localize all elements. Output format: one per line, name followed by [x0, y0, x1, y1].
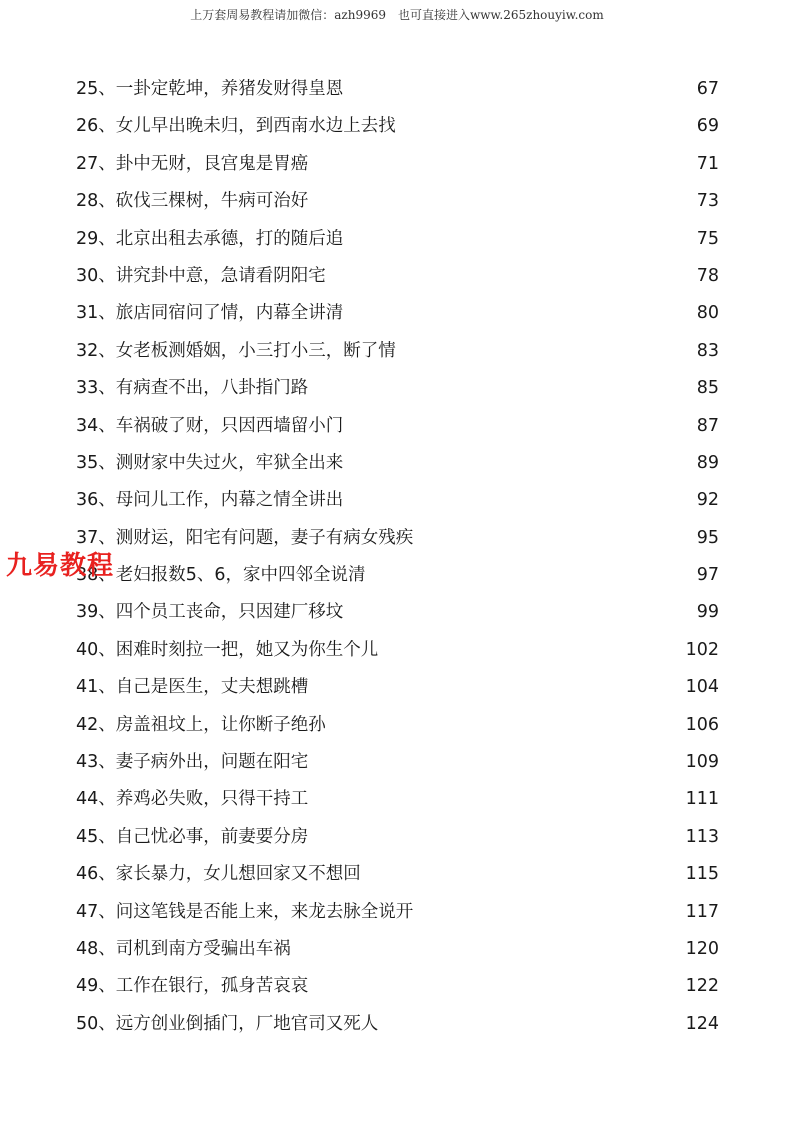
toc-entry[interactable]	[76, 482, 719, 519]
toc-entry-page-number: 85	[696, 378, 719, 399]
toc-entry-page-number: 113	[685, 826, 719, 847]
toc-entry-title: 47、问这笔钱是否能上来，来龙去脉全说开	[76, 901, 414, 922]
toc-entry-title: 39、四个员工丧命，只因建厂移坟	[76, 602, 344, 623]
toc-entry-title: 43、妻子病外出，问题在阳宅	[76, 752, 309, 773]
toc-entry-title: 38、老妇报数5、6，家中四邻全说清	[76, 565, 366, 586]
toc-entry-title: 41、自己是医生，丈夫想跳槽	[76, 677, 309, 698]
header-note: 上万套周易教程请加微信：azh9969 也可直接进入www.265zhouyiw.com	[190, 8, 604, 22]
toc-entry[interactable]	[76, 594, 719, 631]
toc-entry-title: 40、困难时刻拉一把，她又为你生个儿	[76, 639, 379, 660]
toc-entry-page-number: 95	[696, 527, 719, 548]
toc-entry-title: 32、女老板测婚姻，小三打小三，断了情	[76, 340, 396, 361]
toc-entry-page-number: 115	[685, 864, 719, 885]
toc-entry-title: 28、砍伐三棵树，牛病可治好	[76, 191, 309, 212]
toc-entry-page-number: 102	[685, 639, 719, 660]
toc-entry-page-number: 109	[685, 752, 719, 773]
toc-entry[interactable]	[76, 146, 719, 183]
toc-entry-title: 29、北京出租去承德，打的随后追	[76, 228, 344, 249]
toc-entry[interactable]	[76, 221, 719, 258]
toc-entry[interactable]	[76, 183, 719, 220]
toc-entry[interactable]	[76, 333, 719, 370]
toc-entry-title: 42、房盖祖坟上，让你断子绝孙	[76, 714, 326, 735]
toc-entry-title: 44、养鸡必失败，只得干持工	[76, 789, 309, 810]
toc-entry-title: 45、自己忧必事，前妻要分房	[76, 826, 309, 847]
toc-entry-title: 48、司机到南方受骗出车祸	[76, 938, 291, 959]
toc-entry-page-number: 73	[696, 191, 719, 212]
toc-entry-title: 50、远方创业倒插门，厂地官司又死人	[76, 1013, 379, 1034]
toc-entry[interactable]	[76, 968, 719, 1005]
toc-entry[interactable]	[76, 632, 719, 669]
toc-entry[interactable]	[76, 108, 719, 145]
toc-entry-title: 27、卦中无财，艮宫鬼是胃癌	[76, 153, 309, 174]
toc-entry[interactable]	[76, 408, 719, 445]
toc-entry-title: 26、女儿早出晚未归，到西南水边上去找	[76, 116, 396, 137]
toc-entry-page-number: 111	[685, 789, 719, 810]
toc-entry-page-number: 71	[696, 153, 719, 174]
toc-entry-title: 35、测财家中失过火，牢狱全出来	[76, 452, 344, 473]
toc-entry-page-number: 106	[685, 714, 719, 735]
toc-entry[interactable]	[76, 370, 719, 407]
toc-entry-title: 37、测财运，阳宅有问题，妻子有病女残疾	[76, 527, 414, 548]
toc-entry-page-number: 75	[696, 228, 719, 249]
toc-entry[interactable]	[76, 445, 719, 482]
toc-entry[interactable]	[76, 894, 719, 931]
watermark-logo: 九易教程	[6, 551, 115, 581]
toc-entry[interactable]	[76, 71, 719, 108]
toc-entry-title: 49、工作在银行，孤身苦哀哀	[76, 976, 309, 997]
toc-entry[interactable]	[76, 295, 719, 332]
toc-entry-page-number: 80	[696, 303, 719, 324]
toc-entry[interactable]	[76, 557, 719, 594]
toc-entry-title: 33、有病查不出，八卦指门路	[76, 378, 309, 399]
toc-entry[interactable]	[76, 856, 719, 893]
toc-entry-page-number: 124	[685, 1013, 719, 1034]
toc-entry-title: 31、旅店同宿问了情，内幕全讲清	[76, 303, 344, 324]
toc-entry-page-number: 92	[696, 490, 719, 511]
toc-entry-page-number: 99	[696, 602, 719, 623]
toc-entry-page-number: 89	[696, 452, 719, 473]
toc-entry[interactable]	[76, 520, 719, 557]
toc-entry-page-number: 117	[685, 901, 719, 922]
toc-entry-page-number: 122	[685, 976, 719, 997]
toc-entry-page-number: 83	[696, 340, 719, 361]
toc-entry-title: 30、讲究卦中意，急请看阴阳宅	[76, 265, 326, 286]
toc-entry-page-number: 78	[696, 265, 719, 286]
toc-entry[interactable]	[76, 781, 719, 818]
table-of-contents	[76, 71, 719, 1043]
toc-entry-page-number: 104	[685, 677, 719, 698]
toc-entry[interactable]	[76, 258, 719, 295]
toc-entry[interactable]	[76, 931, 719, 968]
toc-entry-page-number: 97	[696, 565, 719, 586]
toc-entry[interactable]	[76, 707, 719, 744]
toc-entry-title: 34、车祸破了财，只因西墙留小门	[76, 415, 344, 436]
toc-entry[interactable]	[76, 819, 719, 856]
toc-entry-title: 46、家长暴力，女儿想回家又不想回	[76, 864, 361, 885]
toc-entry-title: 25、一卦定乾坤，养猪发财得皇恩	[76, 79, 344, 99]
toc-entry-title: 36、母问儿工作，内幕之情全讲出	[76, 490, 344, 511]
toc-entry-page-number: 67	[696, 79, 719, 99]
toc-entry-page-number: 69	[696, 116, 719, 137]
toc-entry-page-number: 120	[685, 938, 719, 959]
toc-entry-page-number: 87	[696, 415, 719, 436]
toc-entry[interactable]	[76, 1006, 719, 1043]
toc-entry[interactable]	[76, 669, 719, 706]
toc-entry[interactable]	[76, 744, 719, 781]
